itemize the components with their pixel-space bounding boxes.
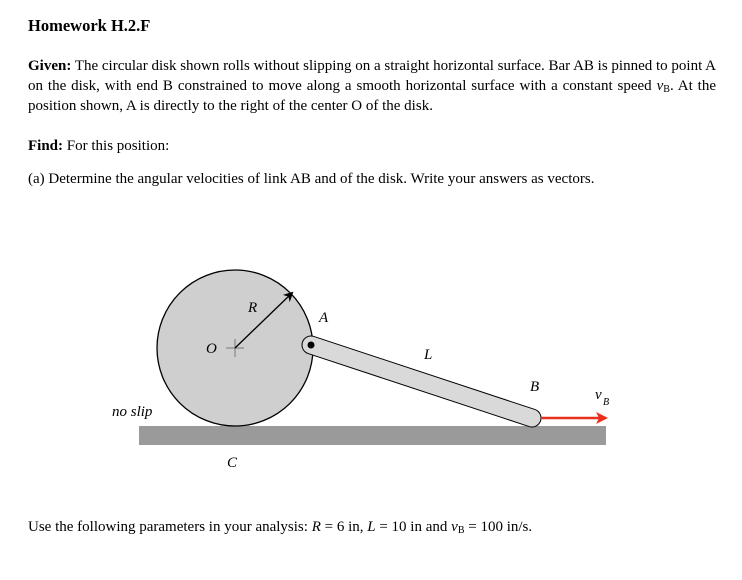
label-o: O [206,341,217,357]
params-v-subscript: B [457,525,465,536]
params-v-value: = 100 in/s. [464,519,533,535]
params-text: Use the following parameters in your analysis: [28,519,312,535]
ground-surface [139,426,606,445]
params-l-value: = 10 in and [375,519,452,535]
find-text: For this position: [63,138,170,154]
part-a-question: (a) Determine the angular velocities of link AB and of the disk. Write your answers as vectors. [28,171,595,187]
bar-ab [311,345,532,418]
given-text-b: . At the position shown, A is directly to the right of the center O of the disk. [28,78,716,114]
label-no-slip: no slip [112,404,153,420]
given-speed-subscript: B [663,84,670,95]
label-l: L [424,347,433,363]
label-b: B [530,379,540,395]
label-c: C [227,455,238,471]
find-label: Find: [28,138,64,154]
params-v-symbol: v [451,519,458,535]
given-speed-symbol: v [656,78,664,94]
params-r-value: = 6 in, [320,519,368,535]
given-label: Given: [28,58,72,74]
pin-a [308,342,315,349]
params-l-symbol: L [367,519,376,535]
parameters-line [28,517,716,537]
homework-title: Homework H.2.F [28,16,151,35]
params-r-symbol: R [311,519,321,535]
label-r: R [248,300,258,316]
label-a: A [319,310,329,326]
label-vb-subscript: B [603,397,610,408]
given-text-a: The circular disk shown rolls without slipping on a straight horizontal surface. Bar AB is pinned to point A on the disk, with end B constrained to move along a smooth horizontal surface with a constant speed [28,58,716,94]
label-vb: v [595,387,602,403]
